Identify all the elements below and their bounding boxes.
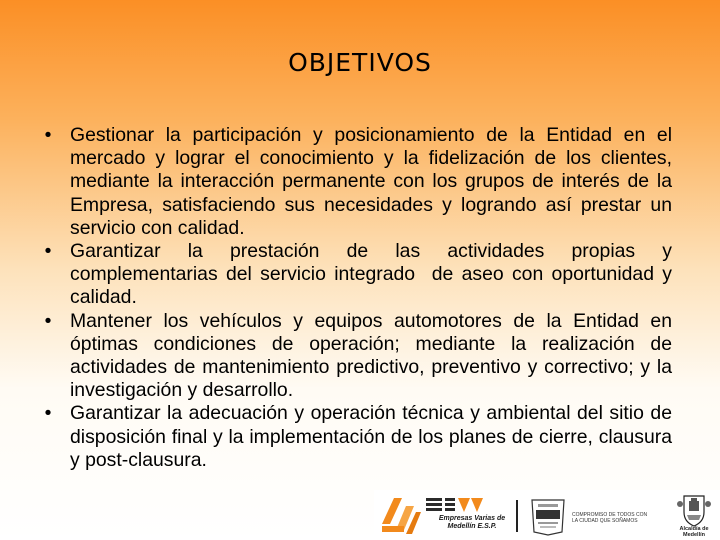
medellin-coat-of-arms bbox=[670, 492, 718, 538]
objective-text: Garantizar la adecuación y operación técnica y ambiental del sitio de disposición final y la implementación de los planes de cierre, clausura y post-clausura. bbox=[70, 402, 672, 471]
bullet-icon: • bbox=[44, 309, 52, 332]
footer-logo-bar bbox=[374, 490, 720, 540]
slide-title: OBJETIVOS bbox=[288, 48, 432, 77]
objective-item bbox=[38, 402, 672, 472]
bullet-icon: • bbox=[44, 124, 52, 146]
bullet-icon: • bbox=[44, 402, 52, 425]
emvarias-mark-icon bbox=[380, 494, 422, 536]
obra-badge-logo bbox=[528, 494, 568, 536]
emvarias-name: Empresas Varias de Medellín E.S.P. bbox=[438, 515, 506, 530]
objective-item bbox=[38, 240, 678, 310]
alcaldia-name: Alcaldía de Medellín bbox=[679, 526, 709, 538]
objective-item bbox=[38, 124, 672, 240]
emvarias-stripes-icon bbox=[426, 497, 484, 513]
objectives-list bbox=[38, 124, 678, 472]
logo-divider bbox=[516, 500, 518, 532]
coat-of-arms-icon bbox=[670, 492, 718, 528]
objective-text: Garantizar la prestación de las actividades propias y complementarias del servicio integrado de aseo con oportunidad y calidad. bbox=[70, 240, 678, 309]
obra-slogan: COMPROMISO DE TODOS CON LA CIUDAD QUE SOÑAMOS bbox=[572, 512, 648, 524]
objective-item bbox=[38, 310, 672, 403]
objective-text: Gestionar la participación y posicionamiento de la Entidad en el mercado y lograr el conocimiento y la fidelización de los clientes, mediante la interacción permanente con los grupos de interés de la Empresa, satisfaciendo sus necesidades y logrando así prestar un servicio con calidad. bbox=[70, 124, 672, 239]
bullet-icon: • bbox=[44, 240, 52, 263]
emvarias-logo bbox=[380, 494, 516, 536]
objective-text: Mantener los vehículos y equipos automotores de la Entidad en óptimas condiciones de operación; mediante la realización de actividades de mantenimiento predictivo, preventivo y correctivo; y la investigación y desarrollo. bbox=[70, 309, 672, 402]
obra-badge-icon bbox=[528, 494, 568, 536]
